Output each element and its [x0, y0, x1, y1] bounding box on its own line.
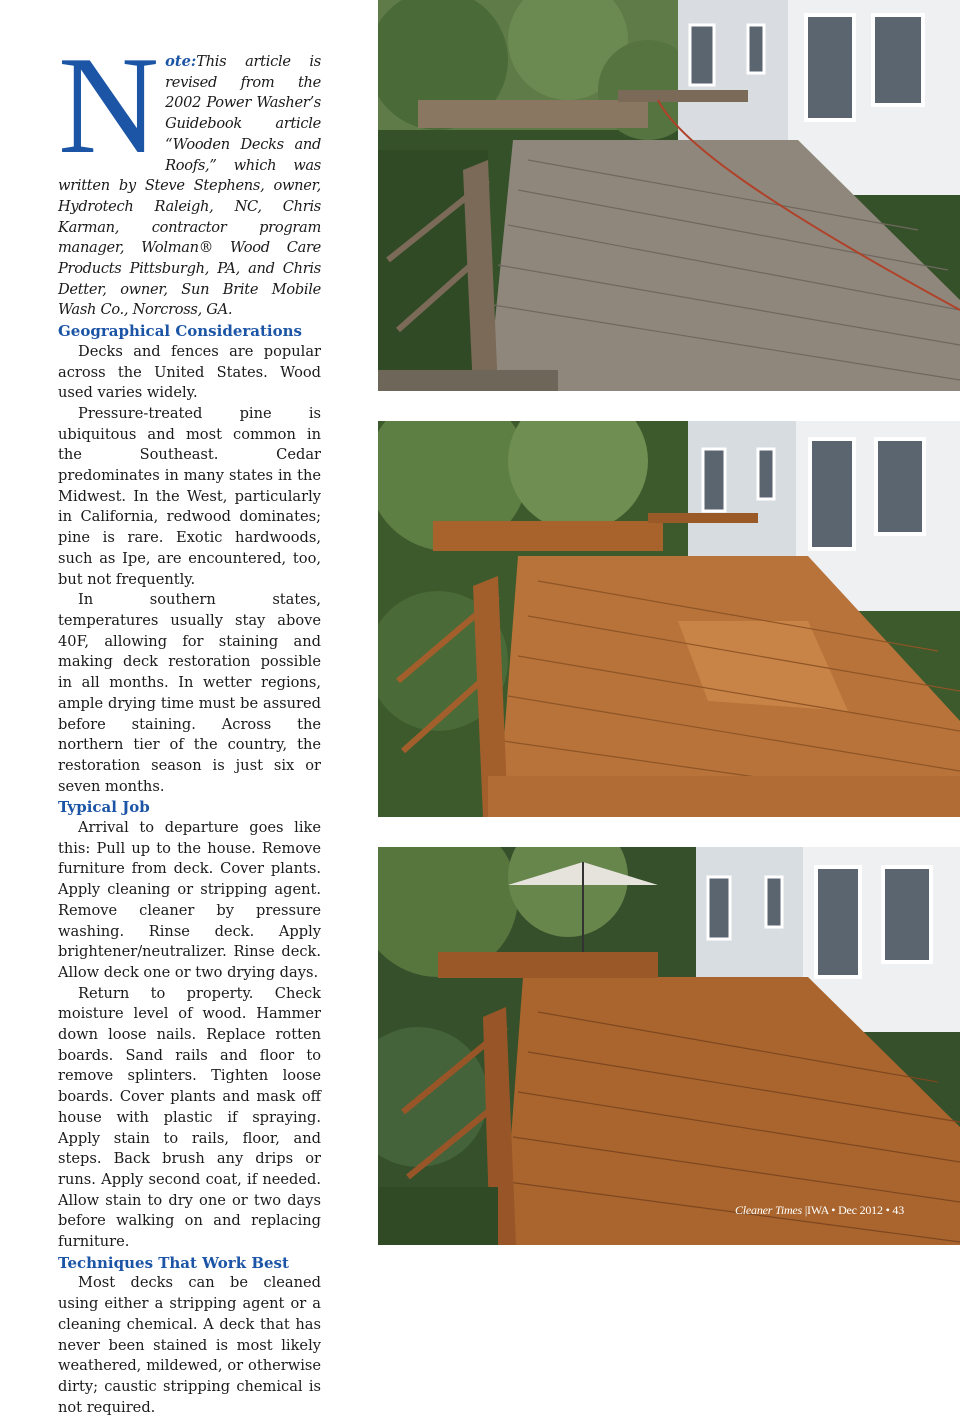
note-label: ote:	[165, 53, 197, 70]
note-text: This article is revised from the 2002 Power Washer’s Guidebook article “Wooden Decks and Roofs,” which was written by Steve Stephens, owner, Hydrotech Raleigh, NC, Chris Karman, contractor program manager, Wolman® Wood Care Products Pittsburgh, PA, and Chris Detter, owner, Sun Brite Mobile Wash Co., Norcross, GA.	[58, 53, 321, 319]
section-heading-geographical: Geographical Considerations	[58, 322, 302, 341]
paragraph: Pressure-treated pine is ubiquitous and most common in the Southeast. Cedar predominates in many states in the Midwest. In the West, particularly in California, redwood dominates; pine is rare. Exotic hardwoods, such as Ipe, are encountered, too, but not frequently.	[58, 404, 321, 588]
issue-date: Dec 2012	[838, 1203, 883, 1217]
paragraph: Arrival to departure goes like this: Pull up to the house. Remove furniture from deck. Cover plants. Apply cleaning or stripping agent. Remove cleaner by pressure washing. Rinse deck. Apply brightener/neutralizer. Rinse deck. Allow deck one or two drying days.	[58, 819, 321, 981]
deck-before-illustration	[378, 0, 960, 391]
footer-separator: |	[804, 1203, 808, 1217]
deck-stained-illustration	[378, 847, 960, 1245]
deck-photo-cleaned	[378, 421, 960, 817]
page-number: 43	[892, 1203, 904, 1217]
magazine-name: Cleaner Times	[734, 1203, 803, 1217]
section-heading-techniques: Techniques That Work Best	[58, 1253, 289, 1272]
paragraph: Most decks can be cleaned using either a stripping agent or a cleaning chemical. A deck that has never been stained is most likely weathered, mildewed, or otherwise dirty; caustic stripping chemical is not required.	[58, 1274, 321, 1416]
paragraph: In southern states, temperatures usually stay above 40F, allowing for staining and making deck restoration possible in all months. In wetter regions, ample drying time must be assured before staining. Across the northern tier of the country, the restoration season is just six or seven months.	[58, 591, 321, 795]
deck-cleaned-illustration	[378, 421, 960, 817]
org-name: IWA	[807, 1203, 829, 1217]
page-footer: Cleaner Times |IWA • Dec 2012 • 43	[734, 1203, 904, 1217]
paragraph: Decks and fences are popular across the United States. Wood used varies widely.	[58, 342, 321, 402]
deck-photo-before	[378, 0, 960, 391]
section-heading-typical-job: Typical Job	[58, 798, 150, 817]
deck-photo-stained	[378, 847, 960, 1245]
article-text-column	[58, 28, 321, 1418]
drop-cap: N	[58, 28, 160, 183]
paragraph: Return to property. Check moisture level of wood. Hammer down loose nails. Replace rotten boards. Sand rails and floor to remove splinters. Tighten loose boards. Cover plants and mask off house with plastic if spraying. Apply stain to rails, floor, and steps. Back brush any drips or runs. Apply second coat, if needed. Allow stain to dry one or two days before walking on and replacing furniture.	[58, 984, 321, 1251]
